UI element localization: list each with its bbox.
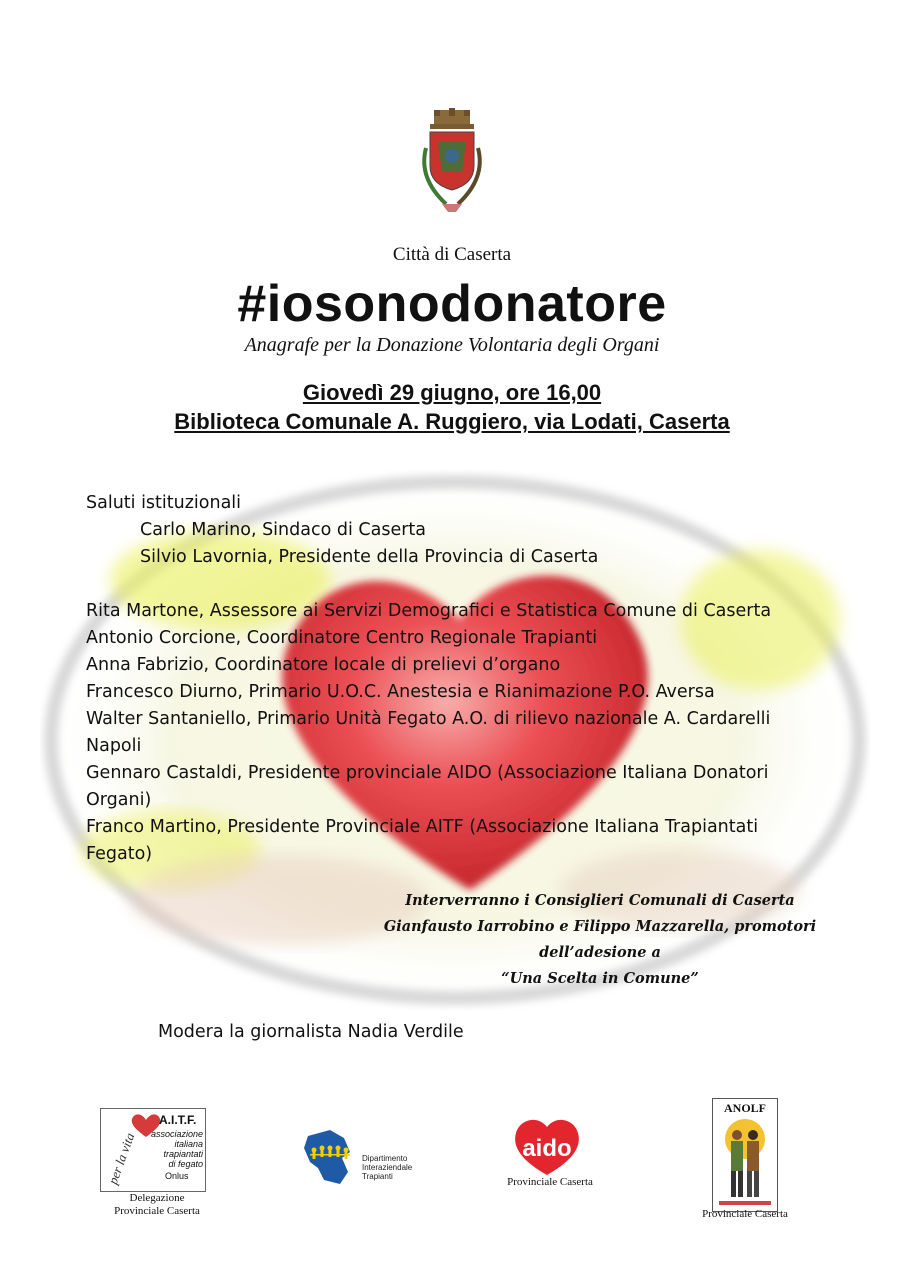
aitf-side-text: per la vita: [105, 1130, 138, 1187]
anolf-logo: [712, 1098, 778, 1212]
aitf-text-line: di fegato: [168, 1159, 203, 1169]
interventions-line: Interverranno i Consiglieri Comunali di Caserta: [405, 892, 795, 909]
aitf-caption: [90, 1192, 224, 1218]
aitf-text-line: trapiantati: [163, 1149, 203, 1159]
speaker-item: Walter Santaniello, Primario Unità Fegato A.O. di rilievo nazionale A. Cardarelli: [86, 709, 771, 729]
speaker-item: Anna Fabrizio, Coordinatore locale di prelievi d’organo: [86, 655, 561, 675]
spacer: [86, 571, 771, 598]
dipartimento-trapianti-logo: [300, 1128, 430, 1188]
event-venue: Biblioteca Comunale A. Ruggiero, via Lodati, Caserta: [174, 409, 730, 434]
aitf-caption-line: Provinciale Caserta: [114, 1205, 200, 1217]
speaker-item: Organi): [86, 790, 152, 810]
aido-logo: [512, 1115, 582, 1177]
moderator-line: Modera la giornalista Nadia Verdile: [158, 1022, 464, 1042]
speaker-item: Antonio Corcione, Coordinatore Centro Regionale Trapianti: [86, 628, 598, 648]
speaker-item: Fegato): [86, 844, 153, 864]
city-name: Città di Caserta: [392, 244, 512, 265]
interventions-line: “Una Scelta in Comune”: [501, 970, 699, 987]
aido-caption: Provinciale Caserta: [507, 1176, 593, 1188]
aitf-side-text-area: [101, 1117, 138, 1187]
event-subtitle: Anagrafe per la Donazione Volontaria degli Organi: [244, 334, 660, 356]
interventions-line: Gianfausto Iarrobino e Filippo Mazzarella, promotori: [383, 918, 817, 935]
interventions-line: dell’adesione a: [539, 944, 661, 961]
aitf-logo: [100, 1108, 206, 1192]
anolf-name: ANOLF: [724, 1101, 766, 1115]
aitf-caption-line: Delegazione: [129, 1192, 185, 1204]
anolf-people-illustration: [717, 1117, 773, 1207]
speaker-item: Rita Martone, Assessore ai Servizi Demografici e Statistica Comune di Caserta: [86, 601, 772, 621]
greeting-item: Carlo Marino, Sindaco di Caserta: [140, 520, 426, 540]
greetings-title: Saluti istituzionali: [86, 493, 242, 513]
interventions-block: [330, 888, 870, 992]
aido-name: aido: [522, 1135, 572, 1162]
event-hashtag-title: #iosonodonatore: [237, 275, 667, 333]
speaker-item: Franco Martino, Presidente Provinciale AITF (Associazione Italiana Trapiantati: [86, 817, 759, 837]
aitf-text-line: associazione: [150, 1129, 203, 1139]
speaker-item: Gennaro Castaldi, Presidente provinciale AIDO (Associazione Italiana Donatori: [86, 763, 769, 783]
speaker-item: Napoli: [86, 736, 142, 756]
dit-text-line: Dipartimento: [362, 1154, 408, 1163]
campania-map-icon: [300, 1128, 362, 1188]
aitf-title: A.I.T.F.: [159, 1113, 197, 1127]
aitf-text-line: italiana: [174, 1139, 203, 1149]
dit-text-line: Trapianti: [362, 1172, 393, 1181]
event-date: Giovedì 29 giugno, ore 16,00: [302, 380, 602, 405]
program-list: [86, 490, 771, 868]
caserta-coat-of-arms-image: [412, 108, 492, 218]
greeting-item: Silvio Lavornia, Presidente della Provincia di Caserta: [140, 547, 599, 567]
speaker-item: Francesco Diurno, Primario U.O.C. Anestesia e Rianimazione P.O. Aversa: [86, 682, 715, 702]
dit-text-line: Interaziendale: [362, 1163, 413, 1172]
anolf-caption: Provinciale Caserta: [702, 1208, 788, 1220]
aitf-onlus: Onlus: [165, 1171, 189, 1181]
